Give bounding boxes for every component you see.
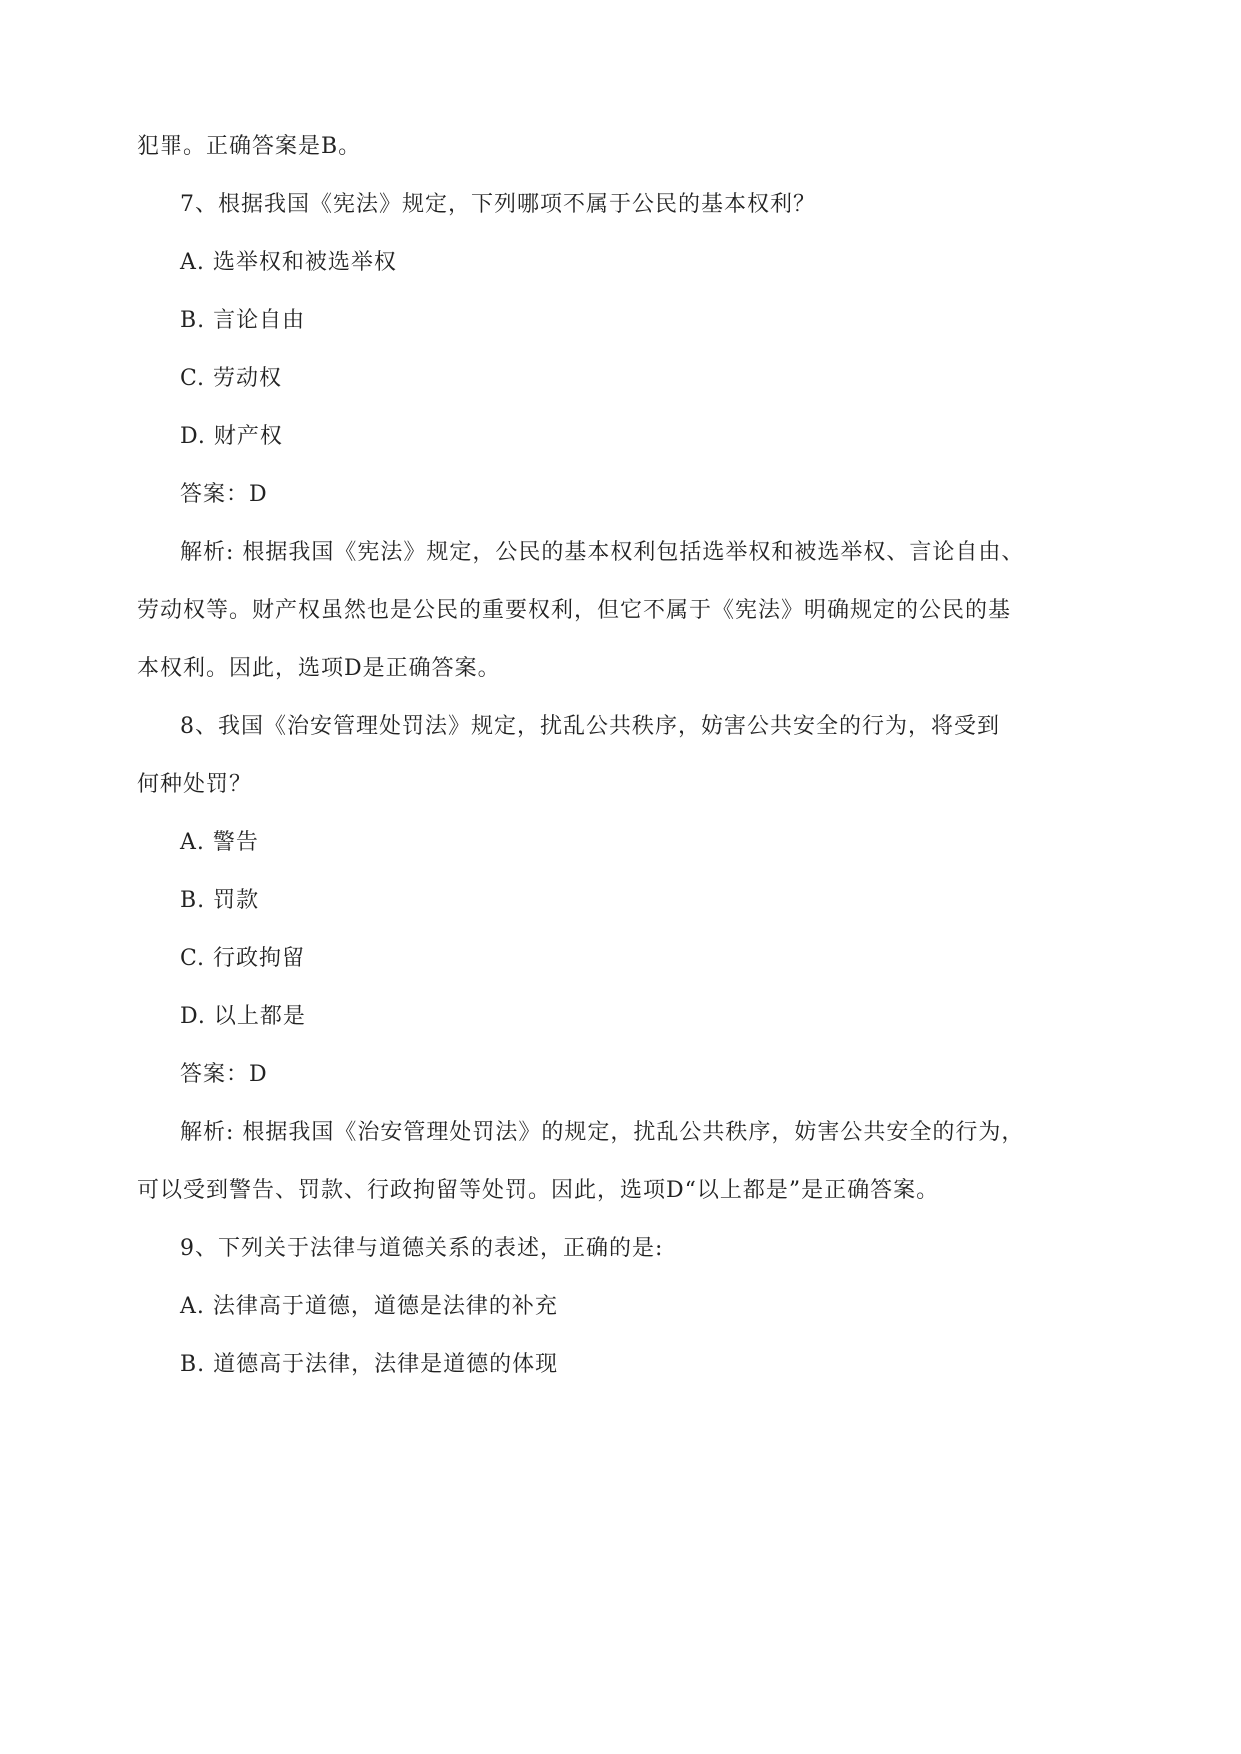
paragraph-q8-explanation-line: 解析: 根据我国《治安管理处罚法》的规定，扰乱公共秩序，妨害公共安全的行为， bbox=[180, 1120, 1025, 1145]
paragraph-q6-tail-line: 犯罪。正确答案是B。 bbox=[137, 134, 362, 159]
paragraph-q7-answer-line: 答案：D bbox=[180, 482, 268, 507]
paragraph-q9-option-a-line: A. 法律高于道德，道德是法律的补充 bbox=[180, 1294, 558, 1319]
paragraph-q8-explanation-line: 可以受到警告、罚款、行政拘留等处罚。因此，选项D“以上都是”是正确答案。 bbox=[137, 1178, 940, 1203]
paragraph-q7-explanation-line: 解析: 根据我国《宪法》规定，公民的基本权利包括选举权和被选举权、言论自由、 bbox=[180, 540, 1025, 565]
paragraph-q8-option-c-line: C. 行政拘留 bbox=[180, 946, 306, 971]
paragraph-q7-option-d-line: D. 财产权 bbox=[180, 424, 283, 449]
paragraph-q8-question-line: 8、我国《治安管理处罚法》规定，扰乱公共秩序，妨害公共安全的行为，将受到 bbox=[180, 714, 1000, 739]
paragraph-q8-option-a-line: A. 警告 bbox=[180, 830, 259, 855]
paragraph-q9-question-line: 9、下列关于法律与道德关系的表述，正确的是: bbox=[180, 1236, 664, 1261]
paragraph-q7-option-a-line: A. 选举权和被选举权 bbox=[180, 250, 397, 275]
paragraph-q7-option-c-line: C. 劳动权 bbox=[180, 366, 283, 391]
paragraph-q7-explanation-line: 本权利。因此，选项D是正确答案。 bbox=[137, 656, 501, 681]
paragraph-q8-answer-line: 答案：D bbox=[180, 1062, 268, 1087]
paragraph-q7-question-line: 7、根据我国《宪法》规定，下列哪项不属于公民的基本权利？ bbox=[180, 192, 816, 217]
paragraph-q7-explanation-line: 劳动权等。财产权虽然也是公民的重要权利，但它不属于《宪法》明确规定的公民的基 bbox=[137, 598, 1012, 623]
paragraph-q8-option-d-line: D. 以上都是 bbox=[180, 1004, 306, 1029]
paragraph-q8-option-b-line: B. 罚款 bbox=[180, 888, 260, 913]
paragraph-q7-option-b-line: B. 言论自由 bbox=[180, 308, 306, 333]
paragraph-q9-option-b-line: B. 道德高于法律，法律是道德的体现 bbox=[180, 1352, 559, 1377]
paragraph-q8-question-line: 何种处罚？ bbox=[137, 772, 253, 797]
